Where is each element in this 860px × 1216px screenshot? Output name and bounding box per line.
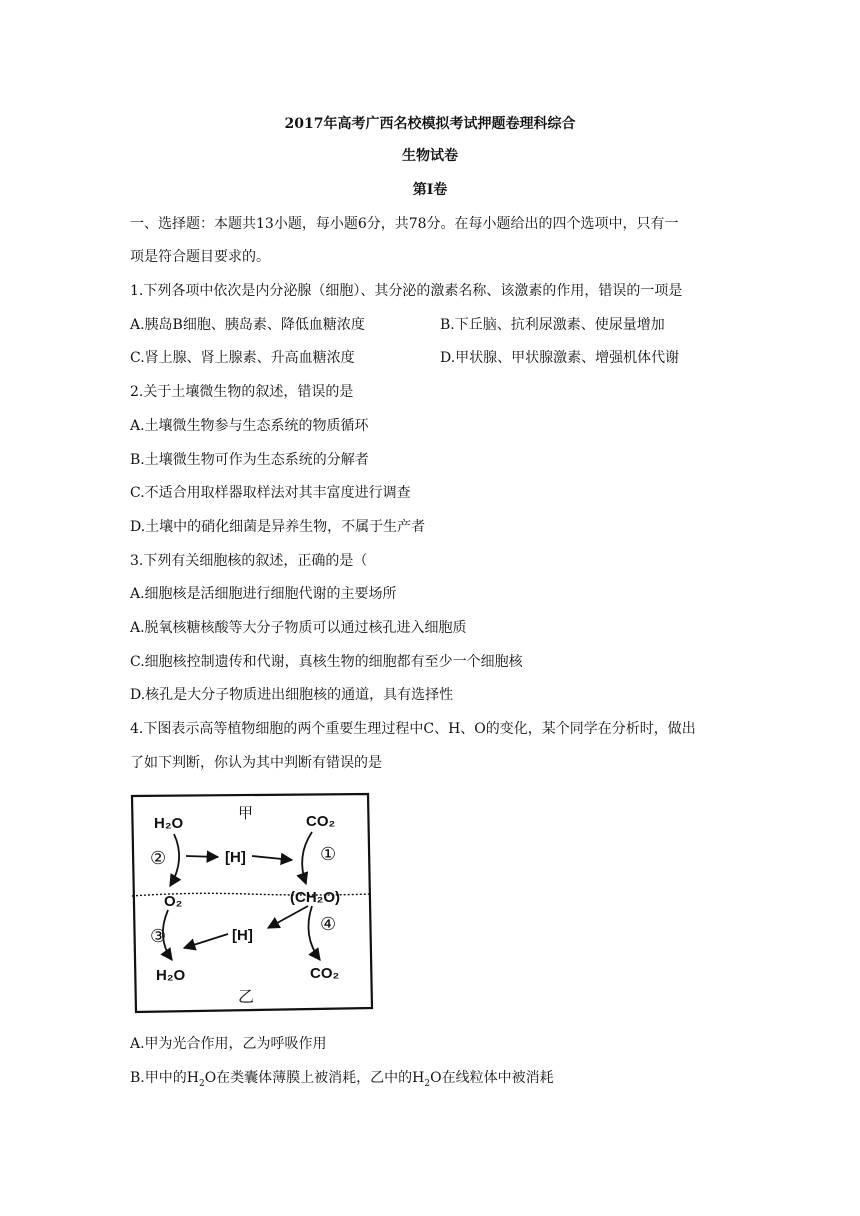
label-ch2o: (CH₂O) <box>290 889 340 906</box>
q4-option-a: A.甲为光合作用，乙为呼吸作用 <box>130 1036 327 1052</box>
q4-option-b: B.甲中的$H_2O$在类囊体薄膜上被消耗，乙中的$H_2O$在线粒体中被消耗 <box>130 1070 554 1089</box>
arrow-to-h-top <box>186 856 218 857</box>
q1-option-c: C.肾上腺、肾上腺素、升高血糖浓度 <box>130 350 355 366</box>
label-o2: O₂ <box>164 893 183 910</box>
part-heading: 第Ⅰ卷 <box>412 182 448 198</box>
label-co2-top: CO₂ <box>306 813 336 830</box>
q4-stem-line-2: 了如下判断，你认为其中判断有错误的是 <box>130 755 382 771</box>
q1-option-b: B.下丘脑、抗利尿激素、使尿量增加 <box>440 317 665 333</box>
instructions-line-2: 项是符合题目要求的。 <box>130 249 270 265</box>
label-yi: 乙 <box>238 989 255 1006</box>
label-h-bottom: [H] <box>232 927 253 944</box>
q2-option-d: D.土壤中的硝化细菌是异养生物，不属于生产者 <box>130 519 426 535</box>
label-h-top: [H] <box>225 849 246 866</box>
photosynthesis-respiration-diagram <box>128 790 374 1018</box>
step-2-label: ② <box>150 848 167 868</box>
step-1-label: ① <box>320 844 337 864</box>
q3-option-c: C.细胞核控制遗传和代谢，真核生物的细胞都有至少一个细胞核 <box>130 654 523 670</box>
label-co2-bottom: CO₂ <box>310 965 340 982</box>
q3-option-d: D.核孔是大分子物质进出细胞核的通道，具有选择性 <box>130 687 454 703</box>
q3-option-a: A.细胞核是活细胞进行细胞代谢的主要场所 <box>130 586 397 602</box>
label-jia: 甲 <box>238 805 254 822</box>
q1-option-a: A.胰岛B细胞、胰岛素、降低血糖浓度 <box>130 317 365 333</box>
arrow-ch2o-to-co2 <box>308 906 320 960</box>
label-h2o-top: H₂O <box>154 815 184 832</box>
arrow-co2-to-ch2o <box>302 832 312 884</box>
label-h2o-bottom: H₂O <box>156 967 186 984</box>
q4-stem-line-1: 4.下图表示高等植物细胞的两个重要生理过程中C、H、O的变化，某个同学在分析时，做出 <box>130 721 696 737</box>
arrow-ch2o-to-h <box>268 906 308 928</box>
arrow-h-to-ch2o <box>252 856 292 860</box>
arrow-h-to-h2o <box>184 934 228 948</box>
instructions-line-1: 一、选择题：本题共13小题，每小题6分，共78分。在每小题给出的四个选项中，只有一 <box>130 216 679 232</box>
q3-stem: 3.下列有关细胞核的叙述，正确的是（ <box>130 553 368 569</box>
step-4-label: ④ <box>320 914 337 934</box>
q2-stem: 2.关于土壤微生物的叙述，错误的是 <box>130 384 354 400</box>
q3-option-b: A.脱氧核糖核酸等大分子物质可以通过核孔进入细胞质 <box>130 620 467 636</box>
q2-option-b: B.土壤微生物可作为生态系统的分解者 <box>130 452 369 468</box>
q2-option-c: C.不适合用取样器取样法对其丰富度进行调查 <box>130 485 411 501</box>
arrow-h2o-to-o2 <box>170 834 179 886</box>
q1-stem: 1.下列各项中依次是内分泌腺（细胞）、其分泌的激素名称、该激素的作用，错误的一项是 <box>130 283 683 299</box>
step-3-label: ③ <box>150 926 167 946</box>
q1-option-d: D.甲状腺、甲状腺激素、增强机体代谢 <box>440 350 680 366</box>
page-title: 2017年高考广西名校模拟考试押题卷理科综合 <box>284 116 576 132</box>
q2-option-a: A.土壤微生物参与生态系统的物质循环 <box>130 418 369 434</box>
page-subtitle: 生物试卷 <box>402 148 458 164</box>
